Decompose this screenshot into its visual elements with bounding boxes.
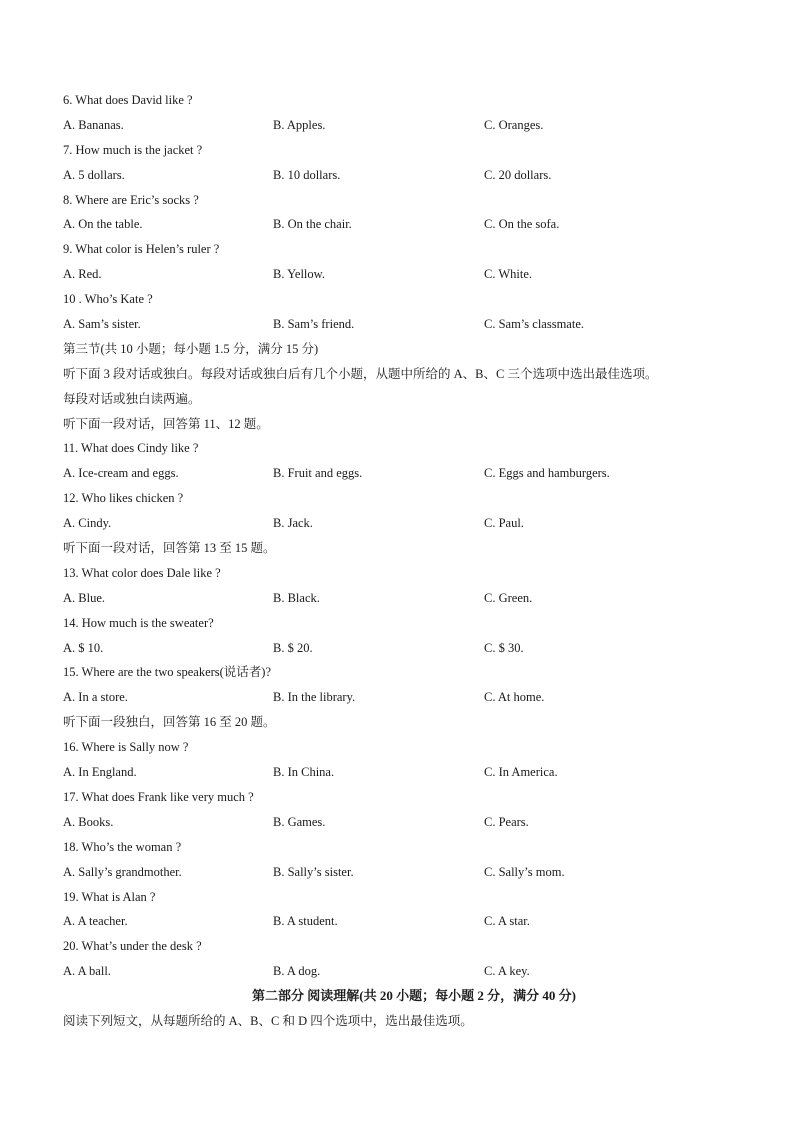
option-b: B. In China. [273, 765, 335, 780]
part-2-title: 第二部分 阅读理解(共 20 小题；每小题 2 分，满分 40 分) [252, 988, 576, 1004]
dialogue-2-instruction: 听下面一段对话，回答第 13 至 15 题。 [63, 541, 276, 556]
question-13: 13. What color does Dale like ? [63, 565, 221, 580]
option-a: A. In a store. [63, 690, 128, 705]
option-b: B. Sam’s friend. [273, 317, 355, 332]
section-3-title: 第三节(共 10 小题；每小题 1.5 分，满分 15 分) [63, 341, 319, 356]
section-3-instruction: 听下面 3 段对话或独白。每段对话或独白后有几个小题，从题中所给的 A、B、C 三个选项中选出最佳选项。 [63, 366, 658, 381]
option-a: A. A teacher. [63, 914, 128, 929]
options-14 [63, 636, 753, 661]
options-16 [63, 760, 753, 785]
monologue-instruction: 听下面一段独白，回答第 16 至 20 题。 [63, 715, 276, 730]
question-6: 6. What does David like ? [63, 93, 193, 107]
option-b: B. $ 20. [273, 640, 313, 655]
question-15: 15. Where are the two speakers(说话者)? [63, 665, 272, 680]
question-11: 11. What does Cindy like ? [63, 441, 199, 456]
option-a: A. Blue. [63, 590, 106, 605]
option-b: B. On the chair. [273, 217, 352, 232]
option-b: B. A student. [273, 914, 338, 929]
option-c: C. Sally’s mom. [484, 864, 565, 879]
options-11 [63, 461, 753, 486]
options-20 [63, 959, 753, 984]
option-b: B. Yellow. [273, 267, 325, 282]
question-10: 10 . Who’s Kate ? [63, 292, 153, 307]
question-8: 8. Where are Eric’s socks ? [63, 192, 199, 207]
option-a: A. 5 dollars. [63, 167, 125, 182]
option-a: A. A ball. [63, 964, 111, 979]
option-a: A. Sally’s grandmother. [63, 864, 182, 879]
option-c: C. On the sofa. [484, 217, 560, 232]
option-a: A. Bananas. [63, 117, 124, 132]
option-a: A. Sam’s sister. [63, 317, 141, 332]
options-8 [63, 212, 753, 237]
option-b: B. Fruit and eggs. [273, 466, 363, 481]
question-18: 18. Who’s the woman ? [63, 839, 182, 854]
dialogue-1-instruction: 听下面一段对话，回答第 11、12 题。 [63, 416, 269, 431]
option-b: B. Sally’s sister. [273, 864, 354, 879]
question-17: 17. What does Frank like very much ? [63, 789, 254, 804]
options-10 [63, 312, 753, 337]
question-14: 14. How much is the sweater? [63, 615, 214, 630]
exam-page [63, 88, 753, 1034]
option-c: C. $ 30. [484, 640, 524, 655]
option-c: C. At home. [484, 690, 545, 705]
option-c: C. Pears. [484, 814, 529, 829]
question-19: 19. What is Alan ? [63, 889, 156, 904]
option-c: C. 20 dollars. [484, 167, 552, 182]
option-a: A. Cindy. [63, 516, 112, 531]
option-c: C. Oranges. [484, 117, 544, 132]
option-b: B. In the library. [273, 690, 356, 705]
option-c: C. Sam’s classmate. [484, 317, 584, 332]
option-c: C. White. [484, 267, 533, 282]
option-b: B. 10 dollars. [273, 167, 341, 182]
options-6 [63, 113, 753, 138]
options-12 [63, 511, 753, 536]
question-16: 16. Where is Sally now ? [63, 740, 189, 755]
option-c: C. A star. [484, 914, 530, 929]
option-a: A. Books. [63, 814, 114, 829]
option-b: B. Games. [273, 814, 326, 829]
option-a: A. Red. [63, 267, 102, 282]
options-7 [63, 163, 753, 188]
option-c: C. Green. [484, 590, 533, 605]
options-18 [63, 860, 753, 885]
part-2-instruction: 阅读下列短文，从每题所给的 A、B、C 和 D 四个选项中，选出最佳选项。 [63, 1013, 473, 1028]
option-a: A. Ice-cream and eggs. [63, 466, 179, 481]
options-13 [63, 586, 753, 611]
option-a: A. In England. [63, 765, 137, 780]
question-12: 12. Who likes chicken ? [63, 491, 184, 506]
option-b: B. A dog. [273, 964, 321, 979]
option-c: C. Eggs and hamburgers. [484, 466, 610, 481]
question-7: 7. How much is the jacket ? [63, 142, 203, 157]
section-3-instruction-2: 每段对话或独白读两遍。 [63, 391, 201, 406]
options-9 [63, 262, 753, 287]
option-c: C. In America. [484, 765, 558, 780]
option-c: C. A key. [484, 964, 530, 979]
option-b: B. Jack. [273, 516, 313, 531]
question-9: 9. What color is Helen’s ruler ? [63, 242, 220, 257]
option-a: A. On the table. [63, 217, 143, 232]
options-19 [63, 909, 753, 934]
options-15 [63, 685, 753, 710]
option-a: A. $ 10. [63, 640, 104, 655]
options-17 [63, 810, 753, 835]
option-b: B. Apples. [273, 117, 326, 132]
option-c: C. Paul. [484, 516, 524, 531]
option-b: B. Black. [273, 590, 320, 605]
question-20: 20. What’s under the desk ? [63, 939, 202, 954]
